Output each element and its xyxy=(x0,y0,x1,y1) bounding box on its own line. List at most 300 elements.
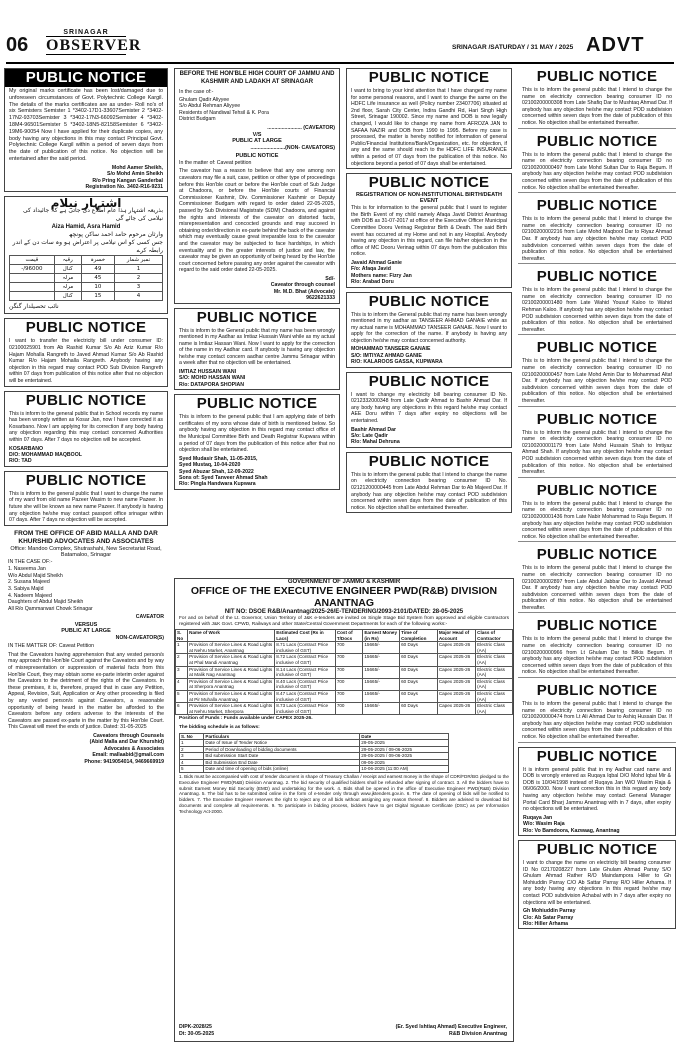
caveat-parties xyxy=(4,566,168,613)
signature-line: R/o: Mahal Dehruna xyxy=(351,439,400,446)
signature-line: Bashir Ahmad Dar xyxy=(351,426,397,433)
section-title: ADVT xyxy=(586,34,645,56)
page-number: 06 xyxy=(6,34,29,56)
notice-body: This is to inform the general public that I intend to change the name on electricity connection bearing consumer ID no 02100200000308 from Late Shafiq Dar to Mushtaq Ahmad Dar. If anybody has any objection he/she may contact POD subdivision concerned within seven days from the date of publication of this notice. No objection shall be entertained thereafter. xyxy=(522,87,672,126)
signature-line: Javaid Ahmad Ganie xyxy=(351,259,402,266)
notice-signature xyxy=(519,907,675,928)
caveator-label: CAVEATOR xyxy=(135,614,164,621)
notice-signature xyxy=(5,164,167,192)
notice-title: PUBLIC NOTICE xyxy=(196,308,318,326)
notice-body: I want to change the name on electricity bill bearing consumer ID No 02170208227 from Late Ghulam Ahmad Parray S/O Ghulam Ahmad Rather R/O Maindampora Hiller to Gh Mohiuddin Parray C/O Ab Sattar Parray R/O Hiller Arhama. If any body having any objections in this regard he/she may contact POD subdivision Achabal with in 7 days after expiry no objections will be entertained. xyxy=(523,859,671,906)
notice-body: This is to inform the general public that I intend to change the name on electricity connection bearing consumer ID no 02100200000497 from Late Mohd Sultan Dar to Raja Begum. If anybody has any objection he/she may contact POD subdivision concerned within seven days from the date of publication of this notice. No objection shall be entertained thereafter. xyxy=(522,151,672,191)
table-cell: Electric Class (AA) xyxy=(476,678,513,690)
table-cell: 49 xyxy=(81,265,114,274)
table-cell: 15665/- xyxy=(363,654,400,666)
table-cell: Provision of Service Lines & Road Lights at Nehru Market, Sherpora xyxy=(188,703,275,715)
notice-signature xyxy=(347,426,511,447)
table-cell: Capex 2025-26 xyxy=(437,703,475,715)
table-header-cell: Earnest Money (in Rs) xyxy=(363,630,400,642)
table-cell: 60 Days xyxy=(400,654,438,666)
notice-title: PUBLIC NOTICE xyxy=(368,292,490,310)
notice-body: This is to inform the general public that I intend to change the name on electricity connection bearing consumer ID no 02100200002216 from Late Mohd Maqbool Dar to Riyaz Ahmad Dar. If anybody has any objection he/she may contact POD subdivision concerned within seven days from the date of publication of this notice. No objection shall be entertained thereafter. xyxy=(522,216,672,262)
table-header-cell: خسرہ xyxy=(81,256,114,265)
table-cell: 3 xyxy=(114,283,162,292)
table-cell: Provision of Service Lines & Road Lights at Pir Muhalla Anantnag xyxy=(188,690,275,702)
tender-intro: For and on behalf of the Lt. Governor, Union Territory of J&K e-tenders are invited on Single Stage Bid System from approved and eligible Contractors registered with J&K Govt. CPWD, Railways and other State/Central Government Departments for each of the following works:- xyxy=(179,616,509,627)
notice-body: This is for information to the general public that I want to register the Birth Event of my child namely Afaqa Javid District Anantnag with DOB as 31-07-2017 at office of the Executive Officer Municipal Committee Dooru Verinag Registrar Birth & Death. The said Birth event has occurred at my Home and not in any Hospital. Anybody having any objection in this regard, can file his/her objection in the office of MC Dooru Verinag within 07 days from the publication this notice. xyxy=(351,205,507,258)
table-row xyxy=(10,283,163,292)
court-heading: BEFORE THE HON'BLE HIGH COURT OF JAMMU AND KASHMIR AND LADAKH AT SRINAGAR xyxy=(179,71,335,85)
table-cell: 6 xyxy=(176,703,188,715)
table-cell: Period of Downloading of bidding documents xyxy=(204,746,360,753)
table-cell: 29-05-2025 xyxy=(360,740,449,747)
notice-electricity-9 xyxy=(518,617,676,678)
footer-line: Advocates & Associates xyxy=(103,745,164,752)
signature-line: Syed Abuzar Shah, 12-09-2022 xyxy=(179,468,254,475)
table-cell: 60 Days xyxy=(400,666,438,678)
table-row xyxy=(180,746,449,753)
table-header-cell: Major Head of Account xyxy=(437,630,475,642)
table-cell: Capex 2025-26 xyxy=(437,654,475,666)
signature-line: D/O: MOHAMMAD MAQBOOL xyxy=(9,451,82,458)
table-cell: 700 xyxy=(335,690,363,702)
signature-line: F/o: Afaqa Javid xyxy=(351,266,391,273)
tender-schedule-table xyxy=(179,733,449,774)
table-row xyxy=(180,740,449,747)
notice-electricity-1 xyxy=(518,68,676,129)
notice-title: PUBLIC NOTICE xyxy=(536,747,658,765)
table-cell: 60 Days xyxy=(400,678,438,690)
vs-label: V/S xyxy=(252,132,262,139)
notice-body: This is to inform the general public that I intend to change the name on electricity connection bearing consumer ID no 02100200001179 from Late Mohd Hussain Shah to Imtiyaz Ahmad Shah. If anybody has any objection he/she may contact POD subdivision concerned within seven days from the date of publication of this notice. No objection shall be entertained thereafter. xyxy=(522,429,672,476)
table-header-cell: S. No xyxy=(180,733,204,740)
table-header-cell: رقبہ xyxy=(54,256,81,265)
column-2 xyxy=(174,68,340,494)
page-header xyxy=(0,0,680,64)
notice-body: It is inform general public that in my Aadhar card name and DOB is wrongly entered as Ruqaya Iqbal D/O Mohd Iqbal Mir & DOB is 10/04/1998 instead of Ruqaya Jan W/O Wasim Raja & 06/06/2000. Now I want correction this in this regard any body having any objection he/she may contact General Manager Portal Card Bharj Jammu Anantnag with in 7 days, after expiry no objections will be entertained. xyxy=(523,766,671,813)
table-cell: Electric Class (AA) xyxy=(476,654,513,666)
notice-title: PUBLIC NOTICE xyxy=(536,68,658,85)
table-cell: Capex 2025-26 xyxy=(437,666,475,678)
notice-electricity-hiller xyxy=(518,840,676,929)
header-rule xyxy=(6,62,674,64)
table-cell: 4 xyxy=(176,678,188,690)
table-cell: 60 Days xyxy=(400,642,438,654)
table-row xyxy=(180,753,449,760)
table-cell: 10 xyxy=(81,283,114,292)
public-label: PUBLIC AT LARGE xyxy=(232,138,282,145)
table-header-cell: نمبر شمار xyxy=(114,256,162,265)
party-line: W/o Abdul Majid Sheikh xyxy=(8,572,63,579)
notice-electricity-6 xyxy=(518,411,676,478)
party-line: 4. Nadeem Majeed xyxy=(8,592,52,599)
table-cell: 15665/- xyxy=(363,690,400,702)
non-caveator-label: NON-CAVEATOR(S) xyxy=(115,634,164,641)
signature-line: S/O: MOHD HASSAN WANI xyxy=(179,375,246,382)
notice-name-change xyxy=(4,471,168,526)
table-header-cell: Cost of T/Docs xyxy=(335,630,363,642)
party-line: Daughters of Abdul Majid Sheikh xyxy=(8,599,84,606)
table-cell: Provision of Service Lines & Road Lights at Nehru Market, Anantnag xyxy=(188,642,275,654)
notice-electricity-3 xyxy=(518,197,676,264)
urdu-title: اشتہار نیلام xyxy=(50,196,122,211)
table-cell: 1 xyxy=(114,265,162,274)
table-cell: 10-06-2025 (11:00 AM) xyxy=(360,766,449,773)
signature-line: S/o Mohd Amin Sheikh xyxy=(106,171,163,178)
notice-school-record xyxy=(4,391,168,467)
table-header-cell: قیمت xyxy=(10,256,55,265)
court-parties xyxy=(175,97,339,124)
notice-body: This is to inform the general public that I intend to change the name on electricity connection bearing consumer ID no 02100200000457 from Late Mohd Amin Dar to Mohammad Altaf Dar. If anybody has any objection he/she may contact POD subdivision concerned within seven days from the date of publication of this notice. No objection shall be entertained thereafter. xyxy=(522,358,672,404)
signature-line: R/o: Pingla Handwara Kupwara xyxy=(179,481,256,488)
notice-insurance-name xyxy=(346,68,512,169)
dipk-number: DIPK-2028/25 xyxy=(179,1024,212,1030)
party-line: All R/o Qammarwari Chowk Srinagar xyxy=(8,605,93,612)
party-line: 1. Naseema Jan xyxy=(8,566,46,573)
signature-line: Mr. M.D. Bhat (Advocate) xyxy=(273,288,335,295)
table-row xyxy=(10,265,163,274)
party-line: District Budgam xyxy=(179,116,216,123)
notice-title: PUBLIC NOTICE xyxy=(5,69,167,87)
urdu-line: جس کسی کو اس نیلامی پر اعتراض ہو وہ سات دن کے اندر رابطہ کرے xyxy=(12,239,163,255)
table-cell: 15665/- xyxy=(363,666,400,678)
table-cell: Capex 2025-26 xyxy=(437,690,475,702)
signature-line: Ruqaya Jan xyxy=(523,814,553,821)
notice-electricity-5 xyxy=(518,339,676,406)
notice-title: PUBLIC NOTICE xyxy=(536,682,658,700)
caveat-matter: IN THE MATTER OF: Caveat Petition xyxy=(8,643,94,650)
table-header-cell: Date xyxy=(360,733,449,740)
notice-electricity-name xyxy=(346,452,512,514)
notice-title: PUBLIC NOTICE xyxy=(25,391,147,409)
table-cell: 29-05-2025 / 09-06-2025 xyxy=(360,753,449,760)
notice-title: PUBLIC NOTICE xyxy=(536,481,658,499)
urdu-footer: نائب تحصیلدار گنگن xyxy=(9,303,59,311)
table-cell: Bid Submission End Date xyxy=(204,759,360,766)
notice-signature xyxy=(347,345,511,366)
table-cell: 4 xyxy=(180,759,204,766)
table-cell: Bid submission Start Date xyxy=(204,753,360,760)
caveator-label: ........................ (CAVEATOR) xyxy=(267,124,335,131)
caveat-high-court xyxy=(174,68,340,304)
notice-aadhar-correction xyxy=(346,292,512,368)
urdu-auction-notice xyxy=(4,196,168,314)
table-cell: 15665/- xyxy=(363,703,400,715)
signature-line: (Er. Syed Ishtiaq Ahmad) Executive Engineer, xyxy=(395,1024,507,1030)
notice-title: PUBLIC NOTICE xyxy=(536,132,658,150)
table-row xyxy=(176,666,513,678)
table-cell: 8.14 Lacs (Contract Price inclusive of GST) xyxy=(275,666,336,678)
table-header-cell: S. No xyxy=(176,630,188,642)
column-1 xyxy=(4,68,168,770)
caveat-footer xyxy=(4,732,168,766)
footer-line: Caveators through Counsels xyxy=(93,732,164,739)
tender-office: OFFICE OF THE EXECUTIVE ENGINEER PWD(R&B) DIVISION ANANTNAG xyxy=(190,585,498,609)
table-row xyxy=(176,654,513,666)
masthead-logo: OBSERVER xyxy=(46,37,142,54)
table-cell: 15665/- xyxy=(363,678,400,690)
table-cell: کنال xyxy=(54,265,81,274)
table-cell: 3 xyxy=(180,753,204,760)
notice-aadhar-dob xyxy=(518,747,676,836)
table-cell xyxy=(10,283,55,292)
signature-line: Mothers name: Fizry Jan xyxy=(351,272,412,279)
signature-line: R/o Pring Kangan Ganderbal xyxy=(92,177,163,184)
signature-line: C/o: Ab Satar Parray xyxy=(523,914,574,921)
notice-title: PUBLIC NOTICE xyxy=(368,174,490,192)
footer-line: Phone: 9419054014, 9469669919 xyxy=(84,758,164,765)
notice-title: PUBLIC NOTICE xyxy=(536,197,658,215)
table-cell: 5 xyxy=(180,766,204,773)
table-row xyxy=(176,703,513,715)
notice-body: This is to inform the general public that I intend to change the name on electricity connection bearing consumer ID no 02100200001436 from Late Nabir Mohammad to Raja Begum. If anybody has any objection he/she may contact POD subdivision concerned within seven days from the date of publication of this notice. No objection shall be entertained thereafter. xyxy=(522,500,672,540)
notice-title: PUBLIC NOTICE xyxy=(368,452,490,470)
signature-line: R/o: Arabad Doru xyxy=(351,279,394,286)
notice-title: PUBLIC NOTICE xyxy=(536,617,658,635)
tender-nit: NIT NO: DSOE R&B/Anantnag/2025-26/E-TENDERING/2093-2101/DATED: 28-05-2025 xyxy=(224,609,464,615)
column-3 xyxy=(346,68,512,517)
non-caveator-label: ........................(NON- CAVEATORS) xyxy=(250,145,335,152)
notice-body: This is inform to the general public that in School records my name has been wrongly written as Kosar Jan, now I have corrected it as Kosarbano. Now I am applying for its correction if any body having any objection regarding this may contact concerned Authorities within 07 days. After 7 days no objection will be accepted. xyxy=(9,410,163,443)
table-cell: 60 Days xyxy=(400,690,438,702)
table-cell: 700 xyxy=(335,642,363,654)
column-4 xyxy=(518,68,676,933)
urdu-line: بذریعہ اشتہار ہذا عام اطلاع دی جاتی ہے کہ جائیداد کی نیلامی کی جائے گی xyxy=(22,207,163,223)
notice-signature xyxy=(5,445,167,466)
table-cell: 15 xyxy=(81,292,114,301)
caveat-body: That the Caveators having apprehension that any vested person/s may approach this Hon'ble Court against the Caveators and by way of misrepresentation or suppression of material facts from this Hon'ble Court, they may obtain some ex-parte interim order against the Caveators to the detriment of the rights of the Caveators. In these premises, it is, therefore, prayed that in case any Petition, Appeal, Revision, Suit, Application or Any other proceeding is filed by any vested person/s against Caveators, a reasonable opportunity of being heard in the matter be afforded to the Caveators before any orders adverse to the interests of the Caveators are passed ex-parte in the matter by this Hon'ble Court. This Caveat will meet the ends of justice. Dated: 31-05-2025 xyxy=(8,651,164,731)
table-cell: 45 xyxy=(81,274,114,283)
notice-body: My original marks certificate has been lost/damaged due to unforeseen circumstances of Govt. Polytechnic College Kargil. The details of the marks certificates are as under- Roll no's of six Semisters Semister 1 *3402-17D1-33607Semister 2 *3402-17N2-93703Semister 3 *3402-17N3-66092Semister 4 *3402-18M4-96501Semister 5 *3402-18N5-82158Semister 6 *3402-19M6-90054 Now I have applied for their duplicate copies, any body having any objections in this may contact Principal Govt. Polytechnic College Kargil within a period of seven days from the date of publication of this notice. No objection will be entertained after the said period. xyxy=(9,88,163,162)
notice-signature xyxy=(175,368,339,389)
caveat-office: Office: Mandoo Complex, Shutrashahi, New Secretariat Road, Batamaloo, Srinagar xyxy=(10,545,162,558)
caveat-advocates xyxy=(4,530,168,766)
versus-label: VERSUS xyxy=(74,621,98,628)
footer-line: (Abid Malla and Dar Khurshid) xyxy=(89,739,164,746)
table-header-row xyxy=(180,733,449,740)
table-row xyxy=(176,690,513,702)
table-cell: 09-06-2025 xyxy=(360,759,449,766)
table-header-cell: Time of Completion xyxy=(400,630,438,642)
table-header-cell: Class of Contractor xyxy=(476,630,513,642)
notice-title: PUBLIC NOTICE xyxy=(536,339,658,357)
footer-line: Email: mallaabid@gmail.com xyxy=(92,752,164,759)
notice-title: PUBLIC NOTICE xyxy=(196,395,318,413)
table-row xyxy=(180,759,449,766)
table-cell: مرلہ xyxy=(54,283,81,292)
signature-line: Syed Mudasir Shah, 11-05-2015, xyxy=(179,455,258,462)
signature-line: 9622621333 xyxy=(306,295,335,302)
masthead xyxy=(46,29,142,55)
table-cell: 8.73 Lacs (Contract Price inclusive of GST) xyxy=(275,703,336,715)
notice-body: This is to inform the general public that I intend to change the name on electricity connection bearing consumer ID no 02100200002897 from Late Abdul Jabbar Dar to Javaid Ahmad Dar. If anybody has any objection he/she may contact POD subdivision concerned within seven days from the date of publication of this notice. No objection shall be entertained thereafter. xyxy=(522,565,672,611)
table-cell: 2 xyxy=(114,274,162,283)
notice-body: This is inform to the general public that I am applying date of birth certificates of my sons whose date of birth is mentioned below. So anybody having any objection in this regard may contact office of the Municipal Committee Birth and Death Registrar Kupwara within a period of 07 days from the publication of this notice after that no objection shall be entertained. xyxy=(179,414,335,454)
signature-line: MOHAMMAD TANSEER GANAIE xyxy=(351,346,431,353)
table-cell: 1 xyxy=(176,642,188,654)
notice-electricity-8 xyxy=(518,546,676,613)
notice-signature xyxy=(519,814,675,835)
table-cell: 8.40 Lacs (Contract Price inclusive of GST) xyxy=(275,678,336,690)
party-line: S/o Abdul Rehman Aliyyee xyxy=(179,103,241,110)
table-cell: 2 xyxy=(176,654,188,666)
party-line: 2. Susana Majeed xyxy=(8,579,50,586)
table-cell: Electric Class (AA) xyxy=(476,642,513,654)
notice-electricity-7 xyxy=(518,482,676,543)
signature-line: R/O: TAD xyxy=(9,458,32,465)
masthead-city: SRINAGAR xyxy=(63,29,109,36)
court-signature xyxy=(175,275,339,303)
table-cell: 29-05-2025 / 09-06-2025 xyxy=(360,746,449,753)
notice-signature xyxy=(347,259,511,287)
notice-title: PUBLIC NOTICE xyxy=(536,268,658,286)
table-cell: کنال xyxy=(54,292,81,301)
tender-dipk xyxy=(179,1024,214,1037)
caveat-heading: FROM THE OFFICE OF ABID MALLA AND DAR KHURSHID ADVOCATES AND ASSOCIATES xyxy=(14,529,158,545)
dipk-date: Dt: 30-05-2025 xyxy=(179,1030,215,1037)
signature-line: R&B Division Anantnag xyxy=(448,1030,507,1037)
table-cell: 8.47 Lacs (Contract Price inclusive of GST) xyxy=(275,690,336,702)
table-header-row xyxy=(10,256,163,265)
signature-line: Mohd Aamer Sheikh, xyxy=(111,164,163,171)
tender-government: GOVERNMENT OF JAMMU & KASHMIR xyxy=(287,579,401,585)
table-cell: Provision of Service Lines & Road Lights at Sherpora Anantnag xyxy=(188,678,275,690)
signature-line: R/o: Vo Bamdoora, Kazwaag, Anantnag xyxy=(523,827,620,834)
notice-subtitle: REGISTRATION OF NON-INSTITUTIONAL BIRTH/DEATH EVENT xyxy=(355,192,503,205)
notice-title: PUBLIC NOTICE xyxy=(536,410,658,428)
notice-body: I want to change my electricity bill bearing consumer ID No. 0212332000348 from Late Qadir Ahmad to Bashir Ahmad Dar. If any body having any objections in this regard he/she may contact AEE Doru within 7 days after expiry no objections will be entertained. xyxy=(351,391,507,425)
table-cell: 2 xyxy=(180,746,204,753)
tender-schedule-title: The bidding schedule is as follows: xyxy=(179,724,260,730)
notice-body: This is to inform the general public that I intend to change the name on electricity connection bearing consumer ID no 02100200000966 from Lt Ghulam Dar to Bilkis Begum. If anybody has any objection he/she may contact POD subdivision concerned within seven days from the date of publication of this notice. No objection shall be entertained thereafter. xyxy=(522,636,672,676)
signature-line: Sons of: Syed Tanveer Ahmad Shah xyxy=(179,475,268,482)
table-header-cell: Estimated Cost (Rs in Lacs) xyxy=(275,630,336,642)
signature-line: S/O: IMTIYAZ AHMAD GANIE xyxy=(351,352,422,359)
table-cell: Capex 2025-26 xyxy=(437,678,475,690)
table-row xyxy=(10,292,163,301)
table-cell: Provision of Service Lines & Road Lights at Phal Mandi Anantnag xyxy=(188,654,275,666)
signature-line: S/o: Late Qadir xyxy=(351,433,388,440)
table-cell: Electric Class (AA) xyxy=(476,703,513,715)
table-cell: 700 xyxy=(335,678,363,690)
table-cell: مرلہ xyxy=(54,274,81,283)
table-row xyxy=(176,642,513,654)
notice-body: I want to transfer the electricity bill under consumer ID: 02100025901 from Ab Rashid Kumar S/o Ab Aziz Kumar R/o Hajam Mohalla Rangreth to Javed Ahmad Kumar S/o Ab Rashid Kumar R/o Hajam Mohalla Rangreth. Anybody having any objection in this regard may contact POD Sub Division Rangreth within 07 days from publication of this notice after that no objection will be entertained. xyxy=(9,338,163,384)
public-label: PUBLIC AT LARGE xyxy=(61,627,111,634)
table-cell: Electric Class (AA) xyxy=(476,666,513,678)
table-cell xyxy=(10,274,55,283)
table-cell: 8.71 Lacs (Contract Price inclusive of GST) xyxy=(275,642,336,654)
table-cell: 700 xyxy=(335,703,363,715)
tender-clauses: 1. Bids must be accompanied with cost of tender document in shape of Treasury Challan / receipt and earnest money in the shape of CDR/FDR/BG pledged to the Executive Engineer PWD(R&B) Division Anantnag. 2. The bid security of qualified bidders shall be refunded after signing of contract. 3. All the bidders have to submit Earnest Money Bid Security (EMD) and undertaking for the work. 4. Bids shall be opened in the office of Executive Engineer PWD(R&B) Division Anantnag. 5. The bid has to be submitted online in the form of e-tender only through www.jktenders.gov.in. 6. The date of opening of bids will be notified to bidders. 7. The Executive Engineer reserves the right to reject any or all bids without assigning any reason thereof. 8. Bidders are advised to download bid documents and complete all requirements. 9. To participate in bidding process, bidders have to get Digital Signature Certificate (DSC) as per Information Technology Act-2000. xyxy=(179,774,509,814)
court-matter: In the matter of: Caveat petition xyxy=(179,159,252,166)
signature-line: R/o: DATAPORA SHOPIAN xyxy=(179,381,245,388)
signature-line: Sd/- xyxy=(325,275,335,282)
urdu-line: وارثان مرحوم حامد احمد ساکن پونچھ xyxy=(68,231,163,239)
notice-title: PUBLIC NOTICE xyxy=(536,546,658,564)
tender-notice xyxy=(174,578,514,1042)
table-cell xyxy=(10,292,55,301)
notice-electricity-10 xyxy=(518,682,676,743)
notice-body: I want to bring to your kind attention that I have changed my name for some personal reasons, and I want to change the same on the HDFC Life insurance as well (Policy number 23407706) situated at 2nd floor, Sarah City Center, Indira Gandhi Rd, Hari Singh High Street, Srinagar 190002. Since my name and DOB is now legally changed, I would like to change my name from AFROZA JAN to SAFAA NAZIR and DOB from 1990 to 1995. Before my case is processed, the matter is hereby notified for information of general Public/Financial Institutions/Bank/Organization, etc. for objection, if any and the same should reach to the HDFC LIFE INSURANCE within a period of 07 days from the publication of this notice. No objections beyond a period of 07 days shall be entertained. xyxy=(351,88,507,167)
table-header-cell: Particulars xyxy=(204,733,360,740)
signature-line: KOSARBANO xyxy=(9,445,44,452)
notice-title: PUBLIC NOTICE xyxy=(368,69,490,86)
table-cell: Date and time of opening of bids (online) xyxy=(204,766,360,773)
party-line: Ghulam Qadir Aliyyee xyxy=(179,96,230,103)
notice-body: This is inform to the General public that my name has been wrongly mentioned in my Aadhar as Imtiaz Hussain Wani while as my actual name is Imtiaz Hassan Wani. Now I want to apply for the correction of the name in my Aadhar card. If anybody is having any objection he/she may contact concern aadhar centre Jammu Srinagar within a week after that no objection will be entertained. xyxy=(179,327,335,367)
table-cell: Electric Class (AA) xyxy=(476,690,513,702)
signature-line: R/o: Hiller Arhama xyxy=(523,920,569,927)
table-row xyxy=(176,678,513,690)
tender-signature xyxy=(396,1024,507,1037)
tender-position: Position of Funds : Funds available under CAPEX 2025-26. xyxy=(179,716,313,722)
table-row xyxy=(10,274,163,283)
signature-line: IMTIAZ HUSSAIN WANI xyxy=(179,369,237,376)
notice-body: This is to inform the general public that I intend to change the name on electricity connection bearing consumer ID No. 02121200000445 from Late Abdul Rehman Dar to Ab Majeed Dar. If anybody has any objection he/she may contact POD subdivision concerned within seven days from the date of publication of this notice. No objection shall be entertained thereafter. xyxy=(351,471,508,511)
signature-line: Registration No. 3402-R16-9231 xyxy=(85,183,163,190)
signature-line: W/o: Wasim Raja xyxy=(523,821,565,828)
notice-body: This is to inform the general public that I intend to change the name on electricity connection bearing consumer ID no 02100200000474 from Lt Ali Ahmad Dar to Ashiq Hussain Dar. If anybody has any objection he/she may contact POD subdivision concerned within seven days from the date of publication of this notice. No objection shall be entertained thereafter. xyxy=(522,701,672,740)
table-cell: 700 xyxy=(335,666,363,678)
notice-title: PUBLIC NOTICE xyxy=(25,319,147,337)
tender-works-table xyxy=(175,629,513,715)
notice-signature xyxy=(175,455,339,489)
court-notice-label: PUBLIC NOTICE xyxy=(235,152,279,159)
urdu-line: Aiza Hamid, Asra Hamid xyxy=(51,224,121,231)
table-cell: 15665/- xyxy=(363,642,400,654)
notice-electricity-4 xyxy=(518,268,676,335)
table-cell: 3 xyxy=(176,666,188,678)
notice-title: PUBLIC NOTICE xyxy=(368,372,490,390)
notice-body: This is to inform the general public that I intend to change the name on electricity connection bearing consumer ID no 02100200001480 from Late Wahid Yousuf Kaloo to Wahid Rehman Kaloo. If anybody has any objection he/she may contact POD subdivision concerned within seven days from the date of publication of this notice. No objection shall be entertained thereafter. xyxy=(522,287,672,333)
notice-marks-certificate xyxy=(4,68,168,192)
table-cell: 4 xyxy=(114,292,162,301)
notice-title: PUBLIC NOTICE xyxy=(536,840,658,858)
notice-birth-registration xyxy=(346,173,512,287)
notice-electricity-transfer xyxy=(4,318,168,386)
signature-line: Gh Mohiuddin Parray xyxy=(523,908,576,915)
table-cell: Capex 2025-26 xyxy=(437,642,475,654)
table-header-row xyxy=(176,630,513,642)
notice-electricity-2 xyxy=(518,133,676,194)
notice-body: This is to inform the General public that my name has been wrongly mentioned in my aadhar as TANSEER AHMAD GANAIE while as my actual name is MOHAMMAD TANSEER GANAIE. Now I want to apply for the correction of the name. If anybody is having any objection he/she may contact concerned authority. xyxy=(351,311,507,344)
signature-line: R/O: KALAROOS GASSA, KUPWARA xyxy=(351,359,443,366)
table-cell: 96000/- xyxy=(10,265,55,274)
dateline: SRINAGAR /SATURDAY / 31 MAY / 2025 xyxy=(452,44,574,51)
court-body: The caveator has a reason to believe that any one among non caveators may file a suit, case, petition or other type of proceedings before this Hon'ble court or before the Hon'ble court of Sub Judge at Chadoora, or before the Hon'ble courts of Financial Commissioner Kashmir, Div. Commissioner Kashmir or Deputy Commissioner Budgam with regard to order dated 22-05-2025, passed by Sub Divisional Magistrate (SDM) Chadoora, and against the rights and interests of the caveator on distorted facts, misrepresentation and concocted grounds and may succeed in obtaining order/direction in ex-parte behind the back of the caveator which may eventually cause great irreparable loss to the caveator and the caveator may be subjected to face hardships, in which eventuality and in the greater interests of justice and law, the caveator may be given an opportunity of being heard by the Hon'ble court concerned before passing any order against the caveator with regard to the said order dated 22-05-2025. xyxy=(179,168,335,274)
signature-line: Syed Mustaq, 10-04-2020 xyxy=(179,462,241,469)
notice-birth-certificates xyxy=(174,394,340,490)
urdu-table xyxy=(9,255,163,301)
party-line: 3. Sabiya Majid xyxy=(8,586,44,593)
table-cell: 5 xyxy=(176,690,188,702)
table-cell: 8.72 Lacs (Contract Price inclusive of GST) xyxy=(275,654,336,666)
table-cell: Date of Issue of Tender Notice xyxy=(204,740,360,747)
notice-body: This is inform to the general public that I want to change the name of my ward from old name Pazeer Wasim to new name Pazeer. In future she will be known as new name Pazeer. If anybody is having any objection he/she may contact passport office srinagar within 07 days. After 7 days no objection will be accepted. xyxy=(9,490,163,524)
table-row xyxy=(180,766,449,773)
table-cell: 700 xyxy=(335,654,363,666)
court-case: In the case of:- xyxy=(179,89,214,95)
table-cell: Provision of Service Lines & Road Lights at Malik Nag Anantnag xyxy=(188,666,275,678)
notice-title: PUBLIC NOTICE xyxy=(25,471,147,489)
notice-electricity-bill xyxy=(346,372,512,448)
notice-aadhar-name xyxy=(174,308,340,391)
table-cell: 60 Days xyxy=(400,703,438,715)
signature-line: Caveator through counsel xyxy=(270,282,335,289)
table-cell: 1 xyxy=(180,740,204,747)
table-header-cell: Name of Work xyxy=(188,630,275,642)
